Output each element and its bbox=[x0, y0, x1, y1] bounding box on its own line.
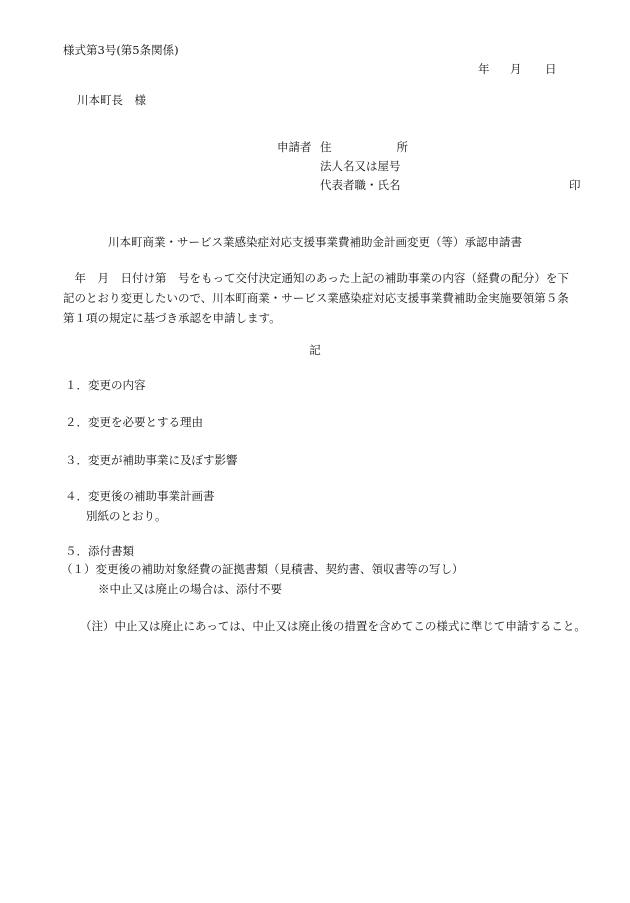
applicant-name-label: 法人名又は屋号 bbox=[320, 159, 401, 173]
body-line-2: 記のとおり変更したいので、川本町商業・サービス業感染症対応支援事業費補助金実施要領第５条 bbox=[63, 291, 569, 305]
document-title: 川本町商業・サービス業感染症対応支援事業費補助金計画変更（等）承認申請書 bbox=[108, 235, 522, 249]
item-change-content: １．変更の内容 bbox=[65, 378, 146, 392]
item-revised-plan: ４．変更後の補助事業計画書 bbox=[65, 489, 215, 503]
date-month-label: 月 bbox=[510, 62, 522, 76]
applicant-label: 申請者 bbox=[277, 140, 312, 154]
item-change-impact: ３．変更が補助事業に及ぼす影響 bbox=[65, 453, 238, 467]
body-line-3: 第１項の規定に基づき承認を申請します。 bbox=[63, 311, 281, 325]
body-line-1: 年 月 日付け第 号をもって交付決定通知のあった上記の補助事業の内容（経費の配分）を下 bbox=[63, 271, 569, 285]
seal-mark: 印 bbox=[569, 178, 581, 192]
address-label-part-2: 所 bbox=[396, 140, 408, 154]
applicant-representative-label: 代表者職・氏名 bbox=[320, 178, 401, 192]
address-label-part-1: 住 bbox=[320, 140, 332, 154]
ki-heading: 記 bbox=[309, 343, 321, 357]
item-attachments: ５．添付書類 bbox=[65, 544, 134, 558]
item-attachments-note: ※中止又は廃止の場合は、添付不要 bbox=[98, 582, 282, 596]
footnote: （注）中止又は廃止にあっては、中止又は廃止後の措置を含めてこの様式に準じて申請すること。 bbox=[80, 619, 586, 633]
form-number: 様式第3号(第5条関係) bbox=[63, 43, 179, 57]
addressee: 川本町長 様 bbox=[77, 93, 146, 107]
date-year-label: 年 bbox=[478, 62, 490, 76]
document-body bbox=[63, 268, 583, 328]
item-change-reason: ２．変更を必要とする理由 bbox=[65, 415, 203, 429]
applicant-address-label bbox=[320, 142, 408, 154]
item-revised-plan-note: 別紙のとおり。 bbox=[86, 509, 167, 523]
date-day-label: 日 bbox=[545, 62, 557, 76]
item-attachments-sub: （１）変更後の補助対象経費の証拠書類（見積書、契約書、領収書等の写し） bbox=[61, 562, 464, 576]
